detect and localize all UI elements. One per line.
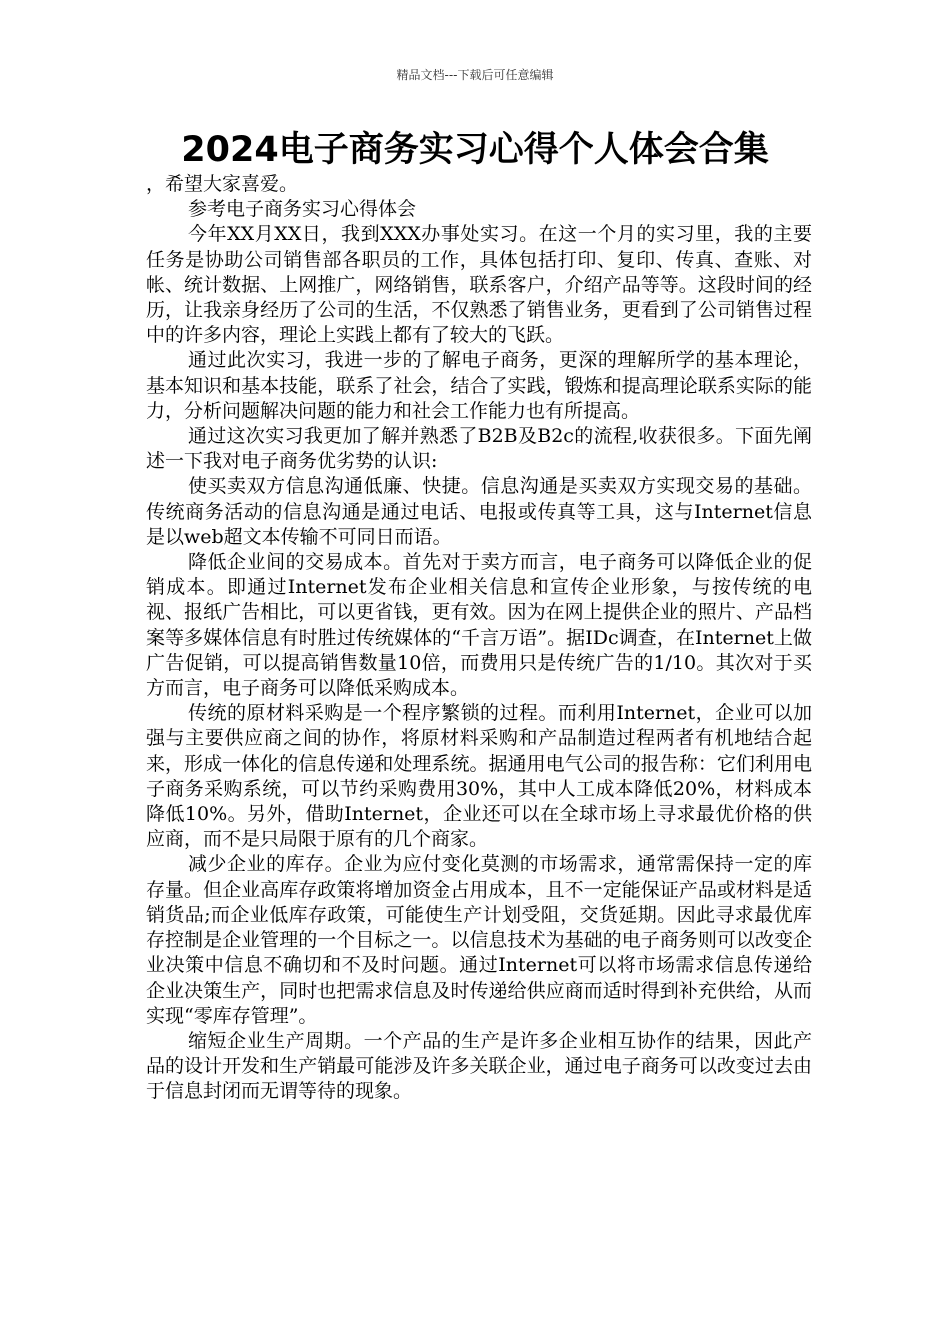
paragraph-0: ，希望大家喜爱。: [146, 173, 299, 195]
paragraph-5: 使买卖双方信息沟通低廉、快捷。信息沟通是买卖双方实现交易的基础。传统商务活动的信息沟通是通过电话、电报或传真等工具，这与Internet信息是以web超文本传输不可同日而语。: [146, 475, 812, 548]
paragraph-9: 缩短企业生产周期。一个产品的生产是许多企业相互协作的结果，因此产品的设计开发和生产销最可能涉及许多关联企业，通过电子商务可以改变过去由于信息封闭而无谓等待的现象。: [146, 1029, 812, 1103]
paragraph-1: 参考电子商务实习心得体会: [188, 198, 417, 221]
paragraph-6: 降低企业间的交易成本。首先对于卖方而言，电子商务可以降低企业的促销成本。即通过Internet发布企业相关信息和宣传企业形象，与按传统的电视、报纸广告相比，可以更省钱，更有效。因为在网上提供企业的照片、产品档案等多媒体信息有时胜过传统媒体的“千言万语”。据IDc调查，在Internet上做广告促销，可以提高销售数量10倍，而费用只是传统广告的1/10。其次对于买方而言，电子商务可以降低采购成本。: [146, 551, 812, 700]
paragraph-7: 传统的原材料采购是一个程序繁锁的过程。而利用Internet，企业可以加强与主要供应商之间的协作，将原材料采购和产品制造过程两者有机地结合起来，形成一体化的信息传递和处理系统。据通用电气公司的报告称：它们利用电子商务采购系统，可以节约采购费用30%，其中人工成本降低20%，材料成本降低10%。另外，借助Internet，企业还可以在全球市场上寻求最优价格的供应商，而不是只局限于原有的几个商家。: [146, 702, 812, 851]
header-note: 精品文档---下载后可任意编辑: [396, 68, 554, 82]
page-title: 2024电子商务实习心得个人体会合集: [181, 130, 769, 170]
paragraph-4: 通过这次实习我更加了解并熟悉了B2B及B2c的流程,收获很多。下面先阐述一下我对电子商务优劣势的认识:: [146, 425, 812, 473]
document-body: [146, 172, 812, 1105]
paragraph-8: 减少企业的库存。企业为应付变化莫测的市场需求，通常需保持一定的库存量。但企业高库存政策将增加资金占用成本，且不一定能保证产品或材料是适销货品;而企业低库存政策，可能使生产计划受阻，交货延期。因此寻求最优库存控制是企业管理的一个目标之一。以信息技术为基础的电子商务则可以改变企业决策中信息不确切和不及时问题。通过Internet可以将市场需求信息传递给企业决策生产，同时也把需求信息及时传递给供应商而适时得到补充供给，从而实现“零库存管理”。: [146, 853, 812, 1027]
paragraph-3: 通过此次实习，我进一步的了解电子商务，更深的理解所学的基本理论，基本知识和基本技能，联系了社会，结合了实践，锻炼和提高理论联系实际的能力，分析问题解决问题的能力和社会工作能力也有所提高。: [146, 349, 812, 422]
paragraph-2: 今年XX月XX日，我到XXX办事处实习。在这一个月的实习里，我的主要任务是协助公司销售部各职员的工作，具体包括打印、复印、传真、查账、对帐、统计数据、上网推广，网络销售，联系客户，介绍产品等等。这段时间的经历，让我亲身经历了公司的生活，不仅熟悉了销售业务，更看到了公司销售过程中的许多内容，理论上实践上都有了较大的飞跃。: [146, 223, 812, 347]
